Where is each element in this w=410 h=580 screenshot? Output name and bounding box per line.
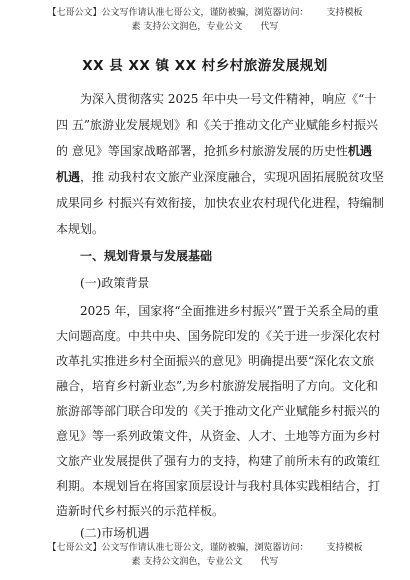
banner-text: 支持模板 bbox=[326, 543, 363, 553]
banner-text: 【七哥公文】公文写作请认准七哥公文，谨防被骗，浏览器访问： bbox=[47, 543, 309, 553]
banner-text: 代写 bbox=[260, 22, 279, 32]
footer-banner bbox=[0, 541, 410, 569]
paragraph-line: 大问题高度。中共中央、国务院印发的《关于进一步深化农村 bbox=[56, 329, 381, 343]
subsection-heading: (二)市场机遇 bbox=[80, 526, 150, 540]
paragraph-line: 成果同乡 村振兴有效衔接，加快农业农村现代化进程，特编制 bbox=[56, 196, 384, 210]
banner-text: 【七哥公文】公文写作请认准七哥公文，谨防被骗，浏览器访问： bbox=[47, 8, 309, 18]
paragraph-line: 改革扎实推进乡村全面振兴的意见》明确提出要“深化农文旅 bbox=[56, 354, 375, 368]
paragraph-line: 利期。本规划旨在将国家顶层设计与我村具体实践相结合，打 bbox=[56, 479, 381, 493]
paragraph-line: 的 意见》等国家战略部署，抢抓乡村旅游发展的历史性机遇 bbox=[56, 144, 372, 158]
paragraph-line: 四 五”旅游业发展规划》和《关于推动文化产业赋能乡村振兴 bbox=[56, 118, 378, 132]
paragraph-line: 机遇，推 动我村农文旅产业深度融合，实现巩固拓展脱贫攻坚 bbox=[56, 170, 384, 184]
banner-text: 素 支持公文润色，专业公文 bbox=[131, 557, 243, 567]
banner-text: 代写 bbox=[260, 557, 279, 567]
paragraph-line: 本规划。 bbox=[56, 222, 105, 236]
paragraph-line: 融合，培育乡村新业态”,为乡村旅游发展指明了方向。文化和 bbox=[56, 379, 378, 393]
banner-text: 支持模板 bbox=[326, 8, 363, 18]
banner-text: 素 支持公文润色，专业公文 bbox=[131, 22, 243, 32]
subsection-heading: (一)政策背景 bbox=[80, 276, 150, 290]
paragraph-line: 2025 年，国家将“全面推进乡村振兴”置于关系全局的重 bbox=[80, 304, 379, 318]
paragraph-line: 造新时代乡村振兴的示范样板。 bbox=[56, 504, 225, 518]
paragraph-line: 为深入贯彻落实 2025 年中央一号文件精神，响应《“十 bbox=[80, 92, 377, 106]
document-title: XX 县 XX 镇 XX 村乡村旅游发展规划 bbox=[82, 58, 328, 74]
paragraph-line: 旅游部等部门联合印发的《关于推动文化产业赋能乡村振兴的 bbox=[56, 404, 381, 418]
paragraph-line: 意见》等一系列政策文件，从资金、人才、土地等方面为乡村 bbox=[56, 429, 381, 443]
section-heading: 一、规划背景与发展基础 bbox=[80, 249, 213, 263]
paragraph-line: 文旅产业发展提供了强有力的支持，构建了前所未有的政策红 bbox=[56, 454, 381, 468]
